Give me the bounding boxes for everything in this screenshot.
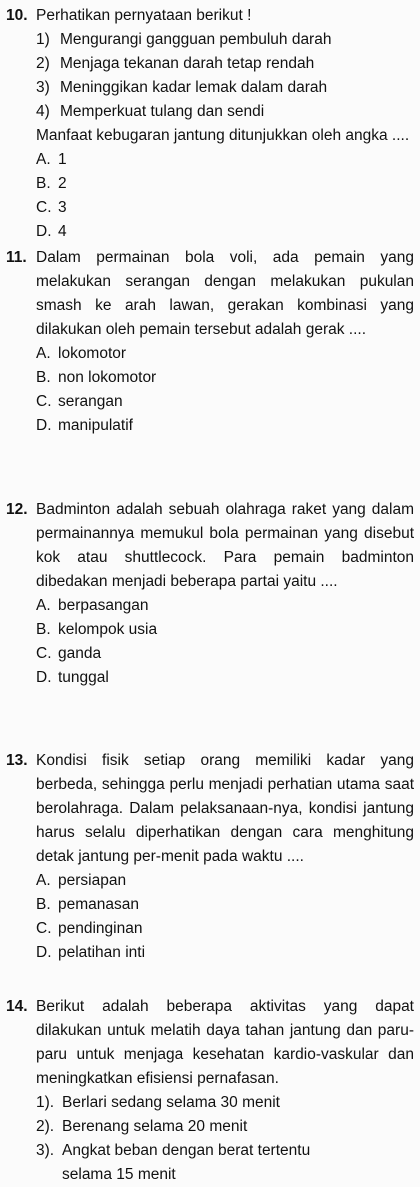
option-key: D. xyxy=(36,944,52,961)
option-list xyxy=(6,869,414,965)
list-item xyxy=(36,76,414,100)
answer-option xyxy=(6,594,414,618)
question-stem: Badminton adalah sebuah olahraga raket yang dalam permainannya memukul bola permainan yang disebut kok atau shuttlecock. Para pemain badminton dibedakan menjadi beberapa partai yaitu .... xyxy=(36,501,414,590)
option-key: D. xyxy=(36,223,52,240)
option-text: lokomotor xyxy=(58,345,127,362)
activity-key: 2). xyxy=(36,1118,55,1135)
statement-key: 3) xyxy=(36,79,50,96)
option-text: 4 xyxy=(58,223,67,240)
option-text: ganda xyxy=(58,645,102,662)
option-text: tunggal xyxy=(58,669,109,686)
answer-option xyxy=(6,941,414,965)
question-number: 12. xyxy=(6,501,28,518)
answer-option xyxy=(6,148,414,172)
option-key: B. xyxy=(36,896,51,913)
option-text: pemanasan xyxy=(58,896,140,913)
list-item xyxy=(6,1139,414,1163)
activity-key: 3). xyxy=(36,1142,55,1159)
answer-option xyxy=(6,342,414,366)
option-key: D. xyxy=(36,669,52,686)
option-list xyxy=(6,148,414,244)
answer-option xyxy=(6,666,414,690)
option-key: B. xyxy=(36,175,51,192)
option-key: C. xyxy=(36,645,52,662)
option-key: C. xyxy=(36,920,52,937)
answer-option xyxy=(6,390,414,414)
question-14 xyxy=(6,995,414,1187)
question-11 xyxy=(6,246,414,438)
answer-option xyxy=(6,366,414,390)
activity-text: Berlari sedang selama 30 menit xyxy=(62,1094,280,1111)
list-item xyxy=(36,28,414,52)
option-text: serangan xyxy=(58,393,123,410)
option-key: A. xyxy=(36,345,51,362)
question-prompt: Manfaat kebugaran jantung ditunjukkan oleh angka .... xyxy=(36,127,410,144)
answer-option xyxy=(6,196,414,220)
option-text: 1 xyxy=(58,151,67,168)
question-number: 10. xyxy=(6,7,28,24)
answer-option xyxy=(6,893,414,917)
question-stem: Dalam permainan bola voli, ada pemain yang melakukan serangan dengan melakukan pukulan smash ke arah lawan, gerakan kombinasi yang dilakukan oleh pemain tersebut adalah gerak .... xyxy=(36,249,414,338)
question-number: 14. xyxy=(6,998,28,1015)
answer-option xyxy=(6,220,414,244)
activity-list xyxy=(6,1091,414,1187)
option-text: manipulatif xyxy=(58,417,133,434)
option-text: persiapan xyxy=(58,872,127,889)
activity-text: Berenang selama 20 menit xyxy=(62,1118,248,1135)
activity-continuation: selama 15 menit xyxy=(62,1166,176,1183)
option-key: B. xyxy=(36,369,51,386)
statement-key: 2) xyxy=(36,55,50,72)
option-text: non lokomotor xyxy=(58,369,157,386)
option-list xyxy=(6,342,414,438)
statement-text: Memperkuat tulang dan sendi xyxy=(60,103,265,120)
question-stem: Berikut adalah beberapa aktivitas yang dapat dilakukan untuk melatih daya tahan jantung dan paru-paru untuk menjaga kesehatan kardio-vaskular dan meningkatkan efisiensi pernafasan. xyxy=(36,998,414,1087)
question-10 xyxy=(6,4,414,244)
answer-option xyxy=(6,869,414,893)
statement-text: Meninggikan kadar lemak dalam darah xyxy=(60,79,328,96)
statement-text: Mengurangi gangguan pembuluh darah xyxy=(60,31,332,48)
option-key: D. xyxy=(36,417,52,434)
statement-key: 4) xyxy=(36,103,50,120)
option-list xyxy=(6,594,414,690)
option-key: A. xyxy=(36,597,51,614)
question-number: 13. xyxy=(6,752,28,769)
option-key: C. xyxy=(36,199,52,216)
option-text: kelompok usia xyxy=(58,621,158,638)
question-13 xyxy=(6,749,414,965)
option-key: C. xyxy=(36,393,52,410)
statement-key: 1) xyxy=(36,31,50,48)
activity-text: Angkat beban dengan berat tertentu xyxy=(62,1142,311,1159)
answer-option xyxy=(6,618,414,642)
option-text: pelatihan inti xyxy=(58,944,146,961)
activity-key: 1). xyxy=(36,1094,55,1111)
list-item xyxy=(6,1091,414,1115)
question-12 xyxy=(6,498,414,690)
question-stem: Perhatikan pernyataan berikut ! xyxy=(36,7,252,24)
question-number: 11. xyxy=(6,249,27,266)
statement-text: Menjaga tekanan darah tetap rendah xyxy=(60,55,315,72)
answer-option xyxy=(6,917,414,941)
statement-list xyxy=(6,28,414,124)
option-key: B. xyxy=(36,621,51,638)
answer-option xyxy=(6,414,414,438)
list-item xyxy=(36,52,414,76)
option-text: pendinginan xyxy=(58,920,143,937)
option-key: A. xyxy=(36,872,51,889)
option-text: 3 xyxy=(58,199,67,216)
answer-option xyxy=(6,642,414,666)
option-key: A. xyxy=(36,151,51,168)
answer-option xyxy=(6,172,414,196)
option-text: 2 xyxy=(58,175,67,192)
list-item xyxy=(36,100,414,124)
question-stem: Kondisi fisik setiap orang memiliki kadar yang berbeda, sehingga perlu menjadi perhatian utama saat berolahraga. Dalam pelaksanaan-nya, kondisi jantung harus selalu diperhatikan dengan cara menghitung detak jantung per-menit pada waktu .... xyxy=(36,752,414,865)
option-text: berpasangan xyxy=(58,597,149,614)
list-item xyxy=(6,1115,414,1139)
